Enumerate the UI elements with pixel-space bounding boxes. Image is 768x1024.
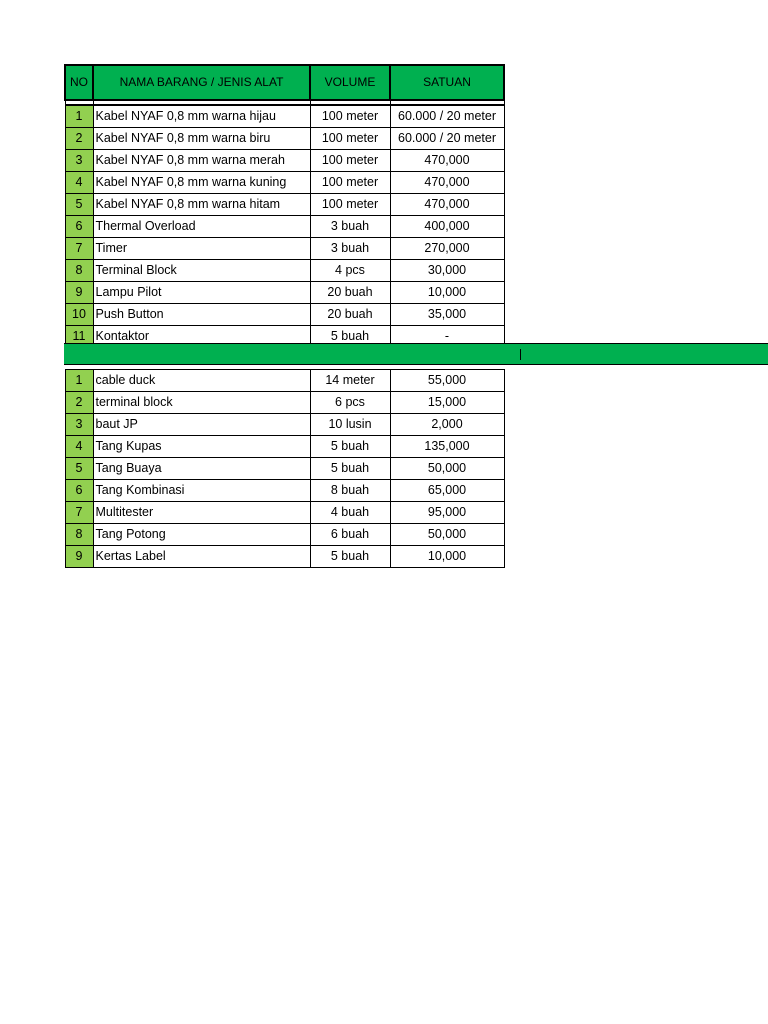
row-satuan-cell[interactable]: 35,000 (390, 304, 504, 326)
section2-rows (65, 370, 504, 568)
table-row (65, 370, 504, 392)
row-volume-cell[interactable]: 5 buah (310, 326, 390, 348)
row-name-cell[interactable]: Kabel NYAF 0,8 mm warna merah (93, 150, 310, 172)
table-row (65, 172, 504, 194)
row-satuan-cell[interactable]: - (390, 326, 504, 348)
row-volume-cell[interactable]: 100 meter (310, 105, 390, 128)
row-no-cell[interactable]: 6 (65, 216, 93, 238)
row-volume-cell[interactable]: 3 buah (310, 238, 390, 260)
row-volume-cell[interactable]: 100 meter (310, 150, 390, 172)
row-name-cell[interactable]: Kabel NYAF 0,8 mm warna hijau (93, 105, 310, 128)
row-volume-cell[interactable]: 6 buah (310, 524, 390, 546)
row-satuan-cell[interactable]: 270,000 (390, 238, 504, 260)
row-volume-cell[interactable]: 3 buah (310, 216, 390, 238)
row-volume-cell[interactable]: 100 meter (310, 194, 390, 216)
row-name-cell[interactable]: Tang Kombinasi (93, 480, 310, 502)
row-satuan-cell[interactable]: 55,000 (390, 370, 504, 392)
row-name-cell[interactable]: Terminal Block (93, 260, 310, 282)
row-volume-cell[interactable]: 4 pcs (310, 260, 390, 282)
row-volume-cell[interactable]: 100 meter (310, 128, 390, 150)
row-volume-cell[interactable]: 8 buah (310, 480, 390, 502)
table-row (65, 524, 504, 546)
row-satuan-cell[interactable]: 10,000 (390, 282, 504, 304)
row-no-cell[interactable]: 4 (65, 436, 93, 458)
item-table (64, 64, 505, 568)
row-no-cell[interactable]: 7 (65, 502, 93, 524)
row-satuan-cell[interactable]: 60.000 / 20 meter (390, 105, 504, 128)
header-name[interactable]: NAMA BARANG / JENIS ALAT (93, 65, 310, 100)
row-volume-cell[interactable]: 10 lusin (310, 414, 390, 436)
row-no-cell[interactable]: 3 (65, 150, 93, 172)
table-row (65, 502, 504, 524)
row-satuan-cell[interactable]: 135,000 (390, 436, 504, 458)
row-no-cell[interactable]: 3 (65, 414, 93, 436)
section-divider-bar (64, 343, 768, 365)
row-volume-cell[interactable]: 14 meter (310, 370, 390, 392)
row-satuan-cell[interactable]: 470,000 (390, 194, 504, 216)
row-satuan-cell[interactable]: 95,000 (390, 502, 504, 524)
row-name-cell[interactable]: Kabel NYAF 0,8 mm warna biru (93, 128, 310, 150)
row-volume-cell[interactable]: 5 buah (310, 458, 390, 480)
table-row (65, 194, 504, 216)
row-no-cell[interactable]: 5 (65, 194, 93, 216)
row-name-cell[interactable]: cable duck (93, 370, 310, 392)
header-volume[interactable]: VOLUME (310, 65, 390, 100)
row-volume-cell[interactable]: 5 buah (310, 546, 390, 568)
row-no-cell[interactable]: 9 (65, 546, 93, 568)
table-row (65, 150, 504, 172)
row-satuan-cell[interactable]: 60.000 / 20 meter (390, 128, 504, 150)
row-satuan-cell[interactable]: 400,000 (390, 216, 504, 238)
table-row (65, 128, 504, 150)
row-no-cell[interactable]: 1 (65, 105, 93, 128)
table-row (65, 480, 504, 502)
row-satuan-cell[interactable]: 15,000 (390, 392, 504, 414)
table-row (65, 546, 504, 568)
row-no-cell[interactable]: 10 (65, 304, 93, 326)
header-row (65, 65, 504, 100)
row-no-cell[interactable]: 1 (65, 370, 93, 392)
row-name-cell[interactable]: Lampu Pilot (93, 282, 310, 304)
row-name-cell[interactable]: Kabel NYAF 0,8 mm warna kuning (93, 172, 310, 194)
row-name-cell[interactable]: Tang Kupas (93, 436, 310, 458)
row-name-cell[interactable]: baut JP (93, 414, 310, 436)
table-row (65, 436, 504, 458)
row-satuan-cell[interactable]: 2,000 (390, 414, 504, 436)
table-row (65, 304, 504, 326)
table-row (65, 282, 504, 304)
header-satuan[interactable]: SATUAN (390, 65, 504, 100)
header-no[interactable]: NO (65, 65, 93, 100)
row-volume-cell[interactable]: 5 buah (310, 436, 390, 458)
table-row (65, 414, 504, 436)
row-satuan-cell[interactable]: 65,000 (390, 480, 504, 502)
row-name-cell[interactable]: Kontaktor (93, 326, 310, 348)
table-row (65, 238, 504, 260)
row-no-cell[interactable]: 11 (65, 326, 93, 348)
row-volume-cell[interactable]: 20 buah (310, 282, 390, 304)
row-satuan-cell[interactable]: 30,000 (390, 260, 504, 282)
row-volume-cell[interactable]: 100 meter (310, 172, 390, 194)
row-name-cell[interactable]: Tang Potong (93, 524, 310, 546)
table-row (65, 260, 504, 282)
table-row (65, 392, 504, 414)
row-satuan-cell[interactable]: 50,000 (390, 524, 504, 546)
row-name-cell[interactable]: Tang Buaya (93, 458, 310, 480)
row-name-cell[interactable]: Thermal Overload (93, 216, 310, 238)
row-name-cell[interactable]: Kertas Label (93, 546, 310, 568)
row-name-cell[interactable]: Kabel NYAF 0,8 mm warna hitam (93, 194, 310, 216)
row-no-cell[interactable]: 8 (65, 524, 93, 546)
row-volume-cell[interactable]: 4 buah (310, 502, 390, 524)
row-satuan-cell[interactable]: 50,000 (390, 458, 504, 480)
row-no-cell[interactable]: 4 (65, 172, 93, 194)
row-no-cell[interactable]: 2 (65, 128, 93, 150)
table-row (65, 216, 504, 238)
table-row (65, 105, 504, 128)
row-satuan-cell[interactable]: 470,000 (390, 150, 504, 172)
row-no-cell[interactable]: 6 (65, 480, 93, 502)
row-no-cell[interactable]: 8 (65, 260, 93, 282)
row-name-cell[interactable]: Multitester (93, 502, 310, 524)
row-no-cell[interactable]: 5 (65, 458, 93, 480)
row-name-cell[interactable]: Timer (93, 238, 310, 260)
row-no-cell[interactable]: 2 (65, 392, 93, 414)
row-name-cell[interactable]: Push Button (93, 304, 310, 326)
row-volume-cell[interactable]: 6 pcs (310, 392, 390, 414)
row-satuan-cell[interactable]: 10,000 (390, 546, 504, 568)
row-no-cell[interactable]: 7 (65, 238, 93, 260)
section1-rows (65, 105, 504, 348)
row-name-cell[interactable]: terminal block (93, 392, 310, 414)
row-volume-cell[interactable]: 20 buah (310, 304, 390, 326)
row-satuan-cell[interactable]: 470,000 (390, 172, 504, 194)
cell-cursor-mark (520, 349, 521, 360)
row-no-cell[interactable]: 9 (65, 282, 93, 304)
table-row (65, 458, 504, 480)
